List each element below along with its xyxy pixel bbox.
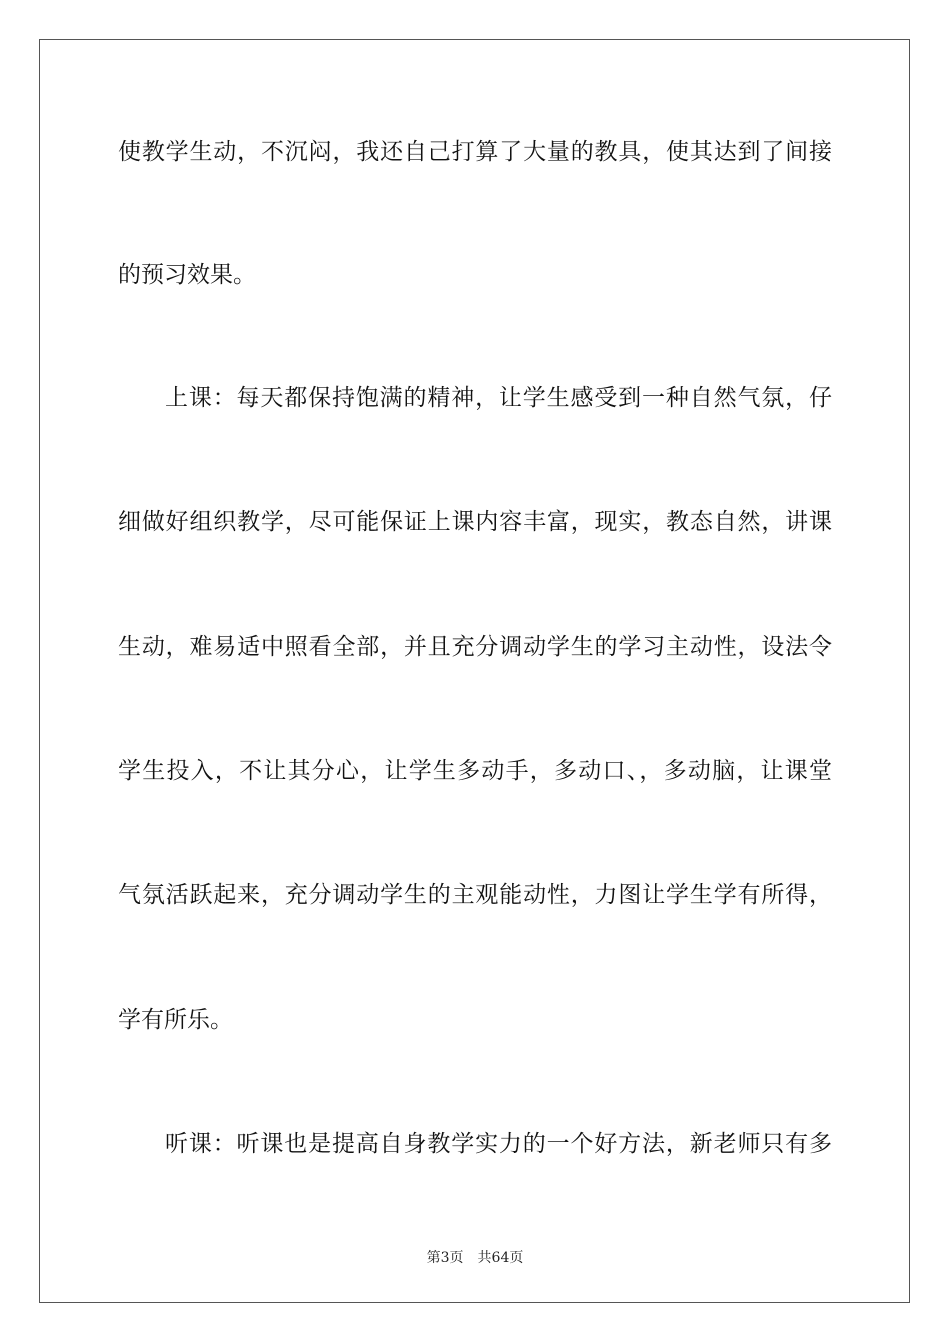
text-line: 听课：听课也是提高自身教学实力的一个好方法，新老师只有多 xyxy=(165,1131,832,1157)
text-line: 气氛活跃起来，充分调动学生的主观能动性，力图让学生学有所得， xyxy=(118,882,832,908)
text-line: 上课：每天都保持饱满的精神，让学生感受到一种自然气氛，仔 xyxy=(165,385,832,411)
text-line: 细做好组织教学，尽可能保证上课内容丰富，现实，教态自然，讲课 xyxy=(118,509,832,535)
text-line: 学生投入，不让其分心，让学生多动手，多动口、，多动脑，让课堂 xyxy=(118,758,832,784)
text-line: 的预习效果。 xyxy=(118,262,256,288)
page-number: 第3页 xyxy=(426,1250,464,1266)
text-line: 学有所乐。 xyxy=(118,1007,233,1033)
page-total: 共64页 xyxy=(477,1250,524,1266)
text-line: 使教学生动，不沉闷，我还自己打算了大量的教具，使其达到了间接 xyxy=(118,139,832,165)
text-line: 生动，难易适中照看全部，并且充分调动学生的学习主动性，设法令 xyxy=(118,634,832,660)
page-footer xyxy=(0,1249,950,1267)
page-frame xyxy=(39,39,910,1303)
